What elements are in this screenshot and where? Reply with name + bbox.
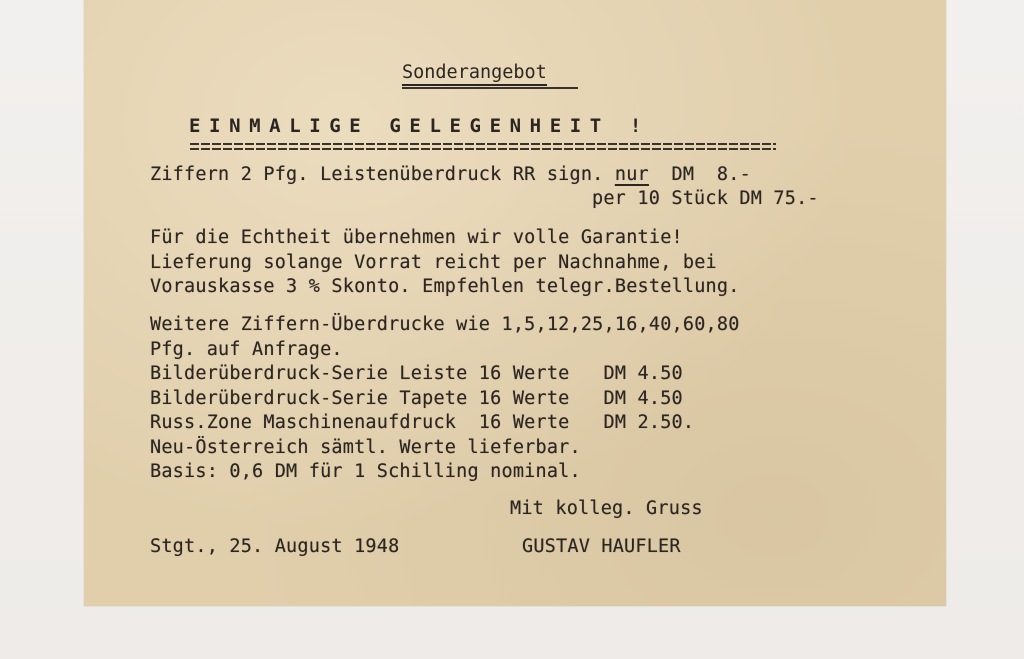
guarantee-line: Für die Echtheit übernehmen wir volle Garantie!	[150, 227, 683, 248]
series-line: Russ.Zone Maschinenaufdruck 16 Werte DM 2.50.	[150, 412, 695, 433]
greeting: Mit kolleg. Gruss	[510, 498, 703, 519]
offer-line-1	[150, 164, 751, 186]
title-underline	[402, 87, 578, 89]
offer-title: Sonderangebot	[402, 62, 547, 86]
more-offers-line: Weitere Ziffern-Überdrucke wie 1,5,12,25,16,40,60,80	[150, 314, 740, 335]
basis-line: Basis: 0,6 DM für 1 Schilling nominal.	[150, 461, 581, 482]
headline: EINMALIGE GELEGENHEIT !	[189, 115, 650, 137]
postcard	[84, 0, 946, 606]
double-dashed-rule	[190, 143, 776, 151]
guarantee-line: Lieferung solange Vorrat reicht per Nachnahme, bei	[150, 252, 717, 273]
more-offers-line: Pfg. auf Anfrage.	[150, 339, 343, 360]
offer-price: DM 8.-	[648, 164, 751, 185]
signature: GUSTAV HAUFLER	[522, 536, 681, 557]
austria-line: Neu-Österreich sämtl. Werte lieferbar.	[150, 437, 581, 458]
series-line: Bilderüberdruck-Serie Tapete 16 Werte DM 4.50	[150, 388, 683, 409]
guarantee-line: Vorauskasse 3 % Skonto. Empfehlen telegr.Bestellung.	[150, 276, 740, 297]
place-date: Stgt., 25. August 1948	[150, 536, 400, 557]
offer-line-2: per 10 Stück DM 75.-	[592, 188, 819, 209]
offer-emphasis: nur	[614, 164, 649, 185]
series-line: Bilderüberdruck-Serie Leiste 16 Werte DM 4.50	[150, 363, 683, 384]
offer-line-1-text: Ziffern 2 Pfg. Leistenüberdruck RR sign.	[150, 164, 615, 185]
